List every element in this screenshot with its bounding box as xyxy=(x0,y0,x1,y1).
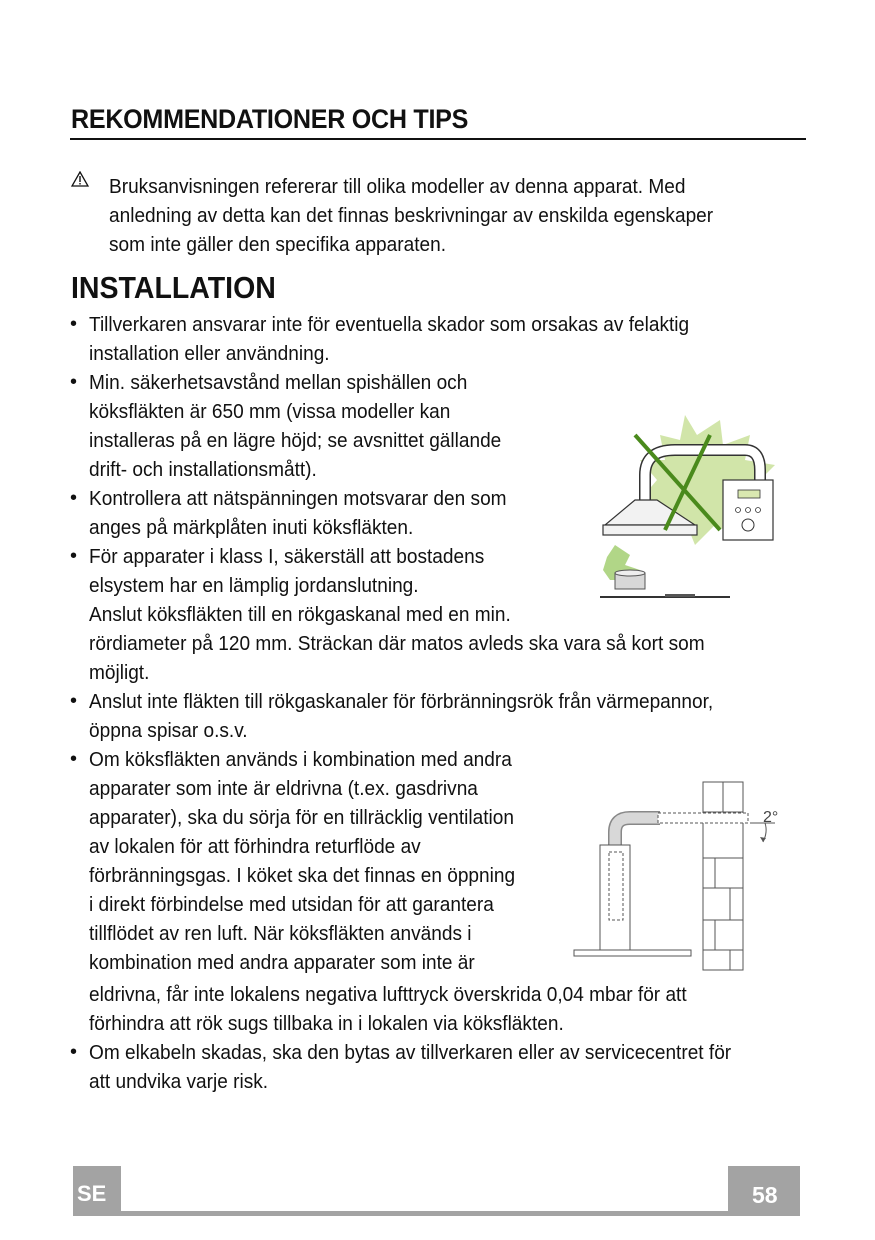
bullet-text-line: apparater som inte är eldrivna (t.ex. gasdrivna xyxy=(89,777,478,800)
bullet-text-line: anges på märkplåten inuti köksfläkten. xyxy=(89,516,414,539)
hood-fire-hazard-illustration xyxy=(585,405,785,605)
bullet-text-line: i direkt förbindelse med utsidan för att garantera xyxy=(89,893,494,916)
bullet-text-line: möjligt. xyxy=(89,661,150,684)
page-number: 58 xyxy=(752,1182,778,1208)
warning-line: som inte gäller den specifika apparaten. xyxy=(109,233,447,256)
bullet-text-line: drift- och installationsmått). xyxy=(89,458,317,481)
bullet-text-line: förbränningsgas. I köket ska det finnas en öppning xyxy=(89,864,516,887)
bullet-text-line: köksfläkten är 650 mm (vissa modeller kan xyxy=(89,400,451,423)
bullet-text-line: rördiameter på 120 mm. Sträckan där matos avleds ska vara så kort som xyxy=(89,632,705,655)
bullet-text-line: Tillverkaren ansvarar inte för eventuella skador som orsakas av felaktig xyxy=(89,313,690,336)
warning-paragraph xyxy=(109,172,732,259)
warning-icon xyxy=(71,171,89,187)
bullet-text-line: Anslut köksfläkten till en rökgaskanal med en min. xyxy=(89,603,511,626)
duct-angle-label: 2° xyxy=(763,809,779,826)
bullet-text-line: Om elkabeln skadas, ska den bytas av tillverkaren eller av servicecentret för xyxy=(89,1041,732,1064)
bullet-text-line: kombination med andra apparater som inte är xyxy=(89,951,475,974)
bullet-text-line: eldrivna, får inte lokalens negativa lufttryck överskrida 0,04 mbar för att xyxy=(89,983,687,1006)
footer-language-label: SE xyxy=(77,1181,107,1206)
bullet-marker: • xyxy=(70,690,78,712)
bullet-text-line: För apparater i klass I, säkerställ att bostadens xyxy=(89,545,485,568)
bullet-text-line: Kontrollera att nätspänningen motsvarar den som xyxy=(89,487,507,510)
bullet-text-line: installeras på en lägre höjd; se avsnittet gällande xyxy=(89,429,502,452)
bullet-text-line: av lokalen för att förhindra returflöde av xyxy=(89,835,421,858)
footer-language-tab xyxy=(73,1166,121,1216)
heading-recommendations: REKOMMENDATIONER OCH TIPS xyxy=(71,104,469,134)
bullet-text-line: apparater), ska du sörja för en tillräcklig ventilation xyxy=(89,806,514,829)
heading-installation: INSTALLATION xyxy=(71,270,276,305)
bullet-text-line: installation eller användning. xyxy=(89,342,330,365)
footer-line xyxy=(121,1211,728,1216)
warning-line: anledning av detta kan det finnas beskrivningar av enskilda egenskaper xyxy=(109,204,714,227)
footer-page-tab xyxy=(728,1166,800,1216)
bullet-text-line: Min. säkerhetsavstånd mellan spishällen och xyxy=(89,371,468,394)
bullet-marker: • xyxy=(70,748,78,770)
bullet-text-line: tillflödet av ren luft. När köksfläkten används i xyxy=(89,922,472,945)
bullet-text-line: förhindra att rök sugs tillbaka in i lokalen via köksfläkten. xyxy=(89,1012,564,1035)
heading-rule xyxy=(70,138,806,140)
bullet-marker: • xyxy=(70,1041,78,1063)
warning-line: Bruksanvisningen refererar till olika modeller av denna apparat. Med xyxy=(109,175,686,198)
bullet-text-line: öppna spisar o.s.v. xyxy=(89,719,248,742)
bullet-marker: • xyxy=(70,313,78,335)
bullet-text-line: Anslut inte fläkten till rökgaskanaler för förbränningsrök från värmepannor, xyxy=(89,690,714,713)
bullet-marker: • xyxy=(70,371,78,393)
duct-wall-illustration xyxy=(570,780,785,975)
bullet-text-line: elsystem har en lämplig jordanslutning. xyxy=(89,574,419,597)
bullet-text-line: att undvika varje risk. xyxy=(89,1070,269,1093)
bullet-marker: • xyxy=(70,545,78,567)
bullet-text-line: Om köksfläkten används i kombination med andra xyxy=(89,748,512,771)
bullet-marker: • xyxy=(70,487,78,509)
